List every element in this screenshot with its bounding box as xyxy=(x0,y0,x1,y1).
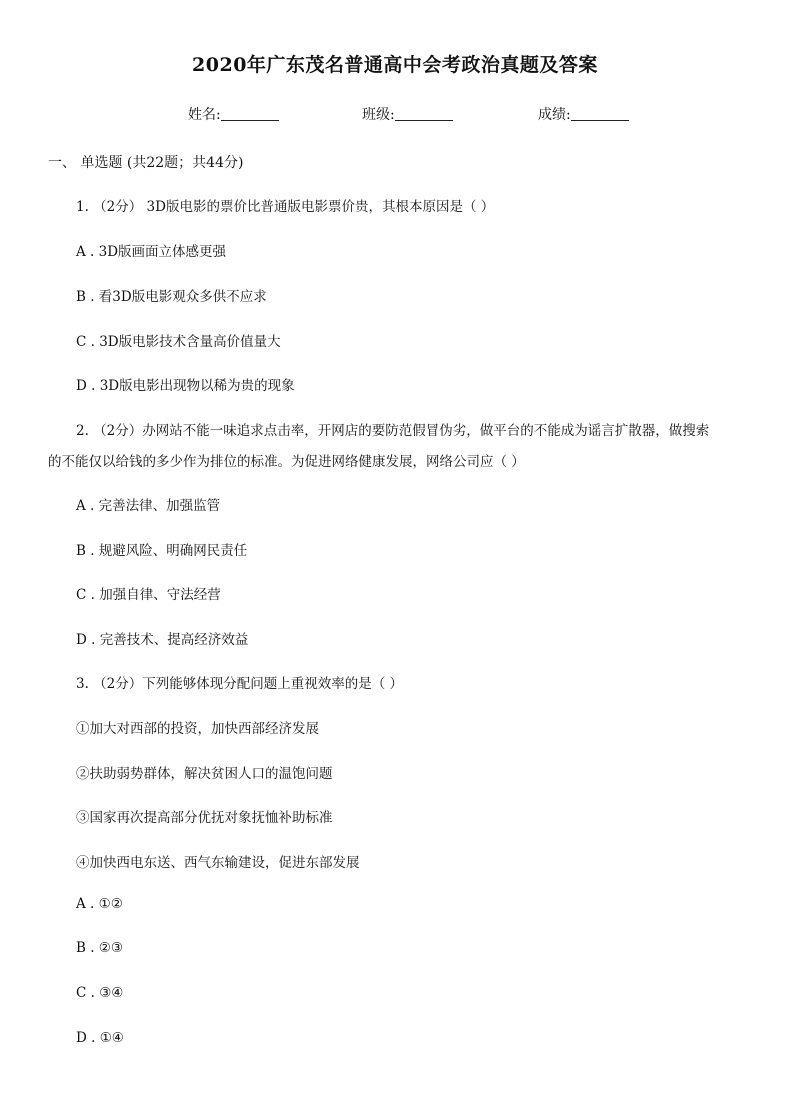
question-3-option-d: D . ①④ xyxy=(76,1030,124,1046)
class-label: 班级: xyxy=(362,107,395,123)
question-1-option-a: A . 3D版画面立体感更强 xyxy=(76,244,227,260)
question-2-option-c: C . 加强自律、守法经营 xyxy=(76,587,221,603)
question-1-stem: 1. （2分） 3D版电影的票价比普通版电影票价贵，其根本原因是（ ） xyxy=(76,199,495,215)
question-1-option-b: B . 看3D版电影观众多供不应求 xyxy=(76,289,267,305)
question-3-statement-3: ③国家再次提高部分优抚对象抚恤补助标准 xyxy=(76,810,333,826)
question-2-option-d: D . 完善技术、提高经济效益 xyxy=(76,632,249,648)
page-title: 2020年广东茂名普通高中会考政治真题及答案 xyxy=(192,54,598,76)
score-blank xyxy=(571,106,629,121)
question-1-option-d: D . 3D版电影出现物以稀为贵的现象 xyxy=(76,378,295,394)
class-blank xyxy=(395,106,453,121)
class-field xyxy=(362,104,453,124)
question-3-statement-1: ①加大对西部的投资，加快西部经济发展 xyxy=(76,721,319,737)
question-1-option-c: C . 3D版电影技术含量高价值量大 xyxy=(76,334,281,350)
score-label: 成绩: xyxy=(538,107,571,123)
name-field xyxy=(188,104,279,124)
question-3-option-c: C . ③④ xyxy=(76,985,124,1001)
question-2-stem-line1: 2. （2分）办网站不能一味追求点击率，开网店的要防范假冒伪劣，做平台的不能成为谣言扩散器，做搜索 xyxy=(76,423,710,439)
question-2-option-a: A . 完善法律、加强监管 xyxy=(76,498,221,514)
score-field xyxy=(538,104,629,124)
section-heading: 一、 单选题 (共22题；共44分) xyxy=(48,155,244,171)
question-3-option-a: A . ①② xyxy=(76,896,123,912)
name-label: 姓名: xyxy=(188,107,221,123)
question-3-statement-4: ④加快西电东送、西气东输建设，促进东部发展 xyxy=(76,855,360,871)
question-3-option-b: B . ②③ xyxy=(76,940,123,956)
question-3-statement-2: ②扶助弱势群体，解决贫困人口的温饱问题 xyxy=(76,766,333,782)
question-2-option-b: B . 规避风险、明确网民责任 xyxy=(76,543,248,559)
question-3-stem: 3. （2分）下列能够体现分配问题上重视效率的是（ ） xyxy=(76,676,404,692)
question-2-stem-line2: 的不能仅以给钱的多少作为排位的标准。为促进网络健康发展，网络公司应（ ） xyxy=(48,454,525,470)
name-blank xyxy=(221,106,279,121)
